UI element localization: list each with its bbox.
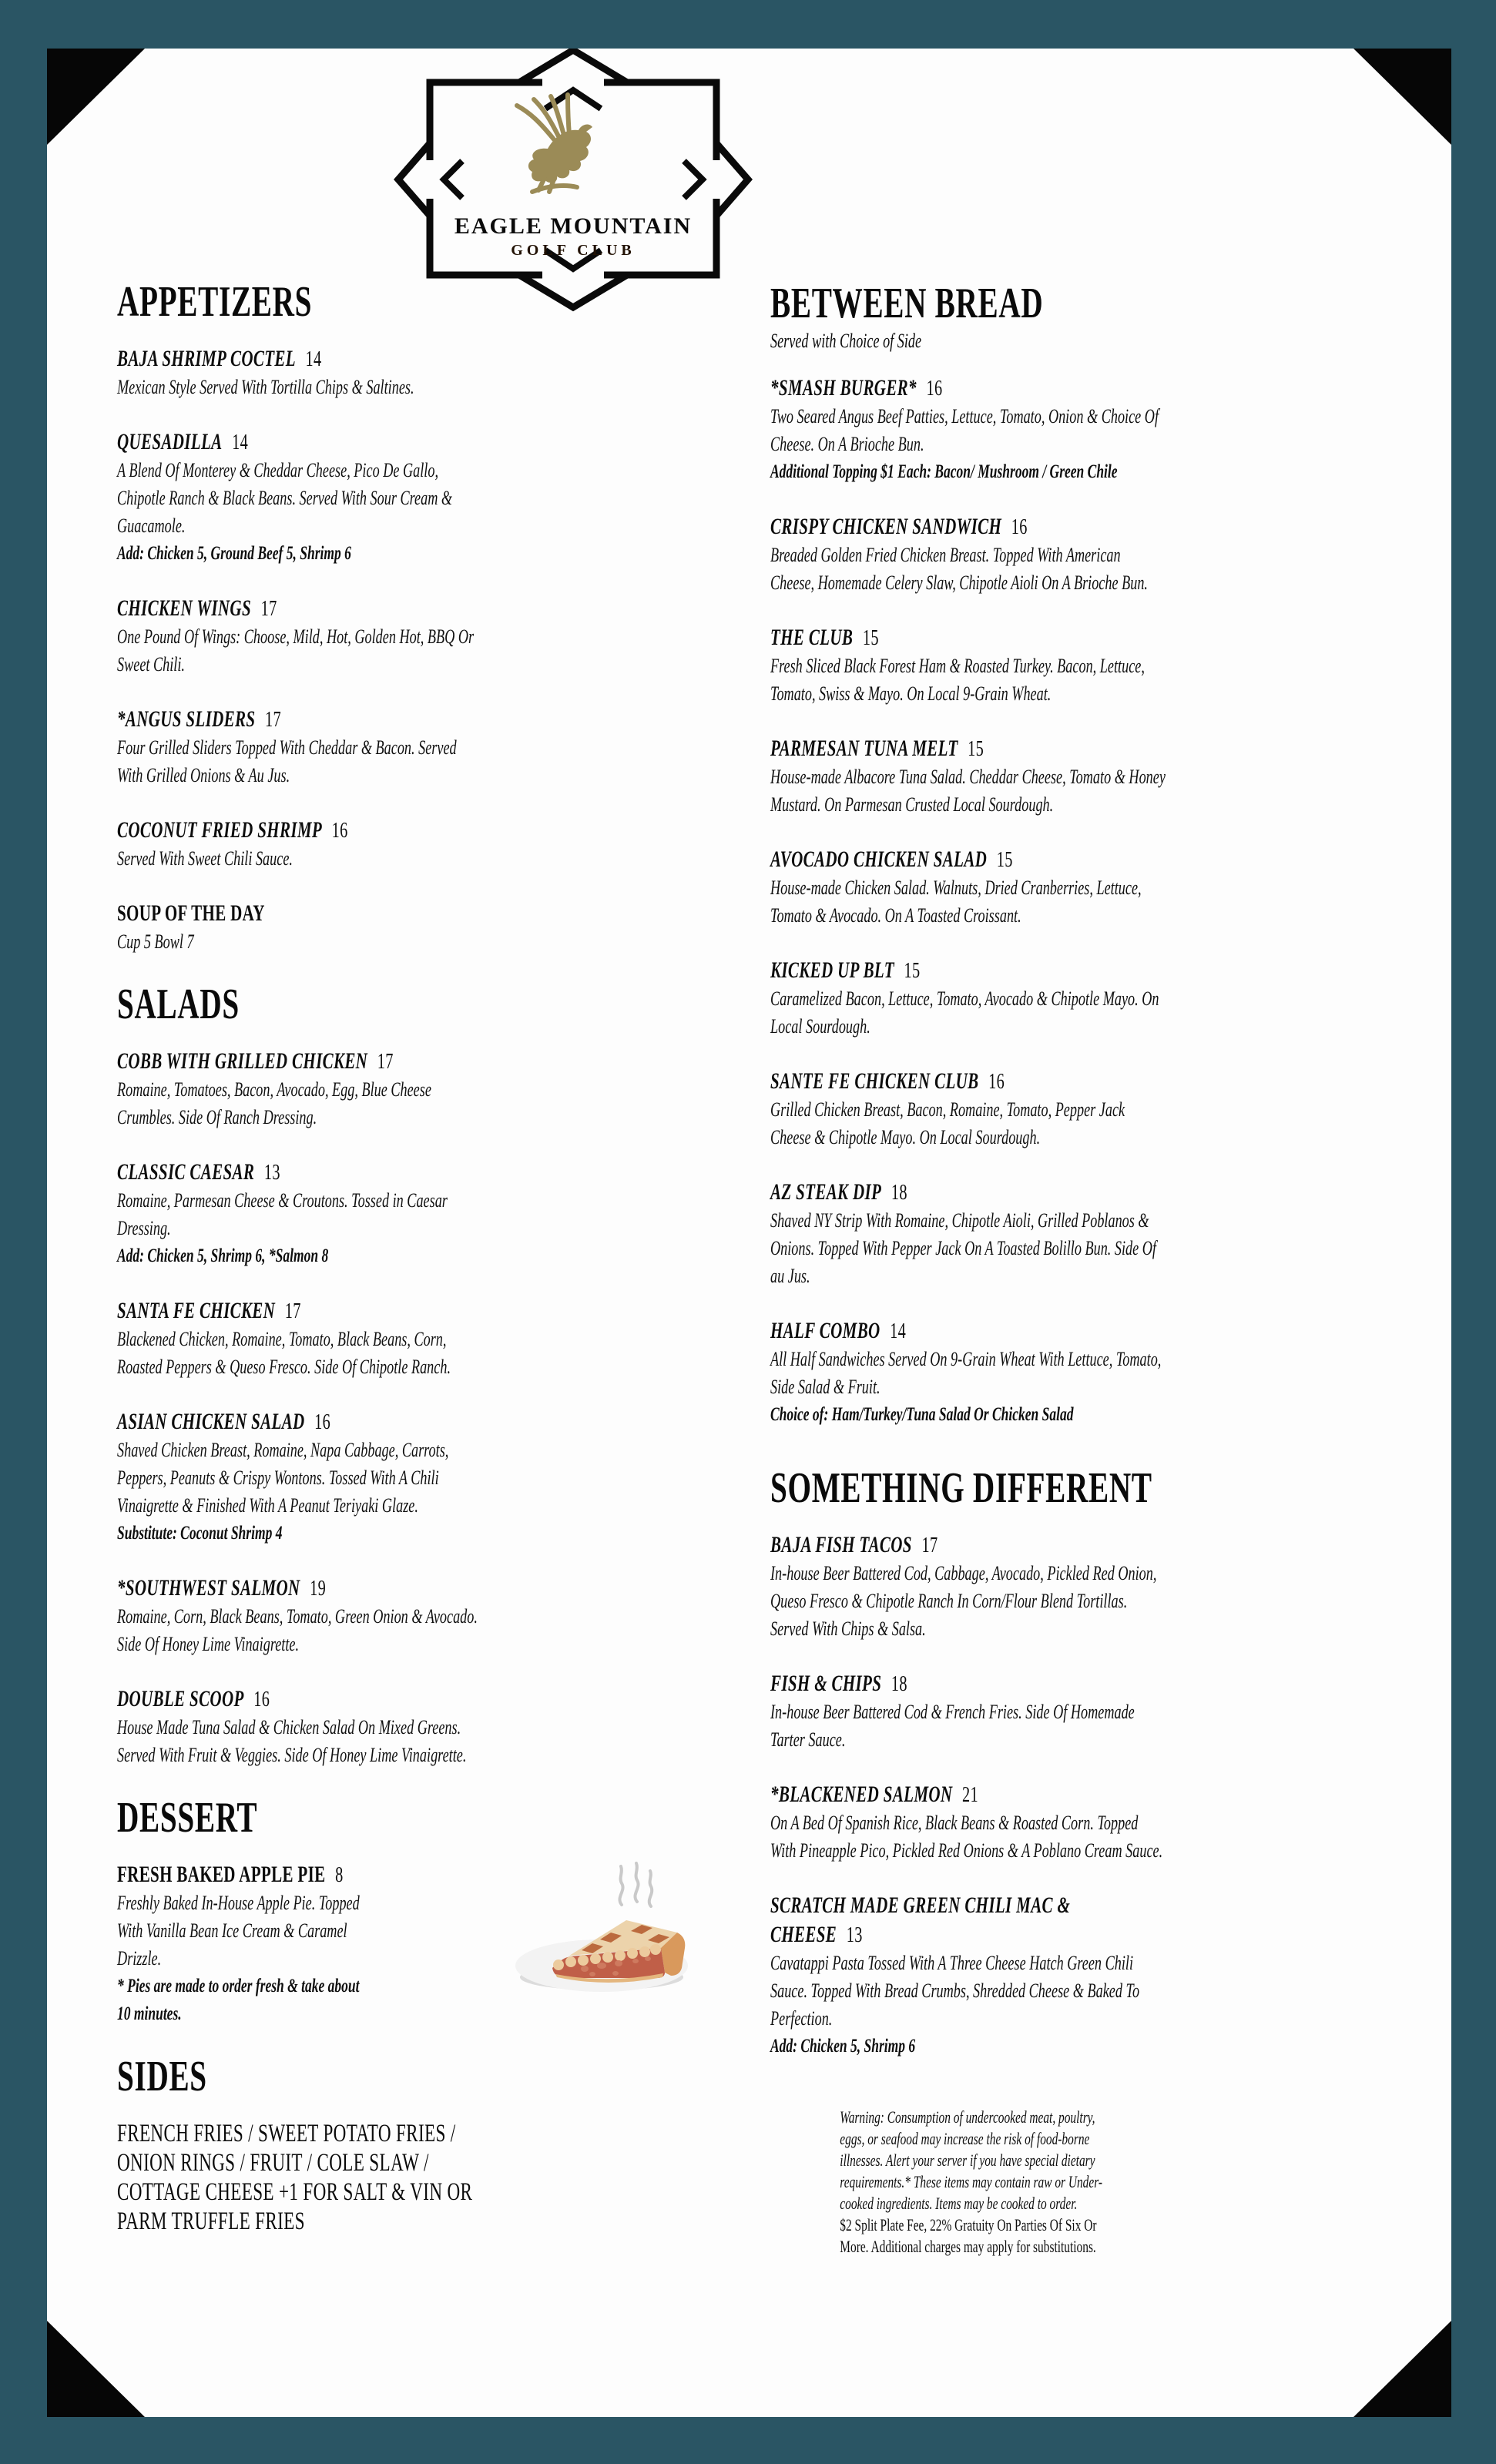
menu-item-baja-fish-tacos <box>770 1530 1166 1643</box>
menu-item-parmesan-tuna-melt <box>770 734 1166 819</box>
menu-item-crispy-chicken-sandwich <box>770 512 1166 597</box>
item-desc: House Made Tuna Salad & Chicken Salad On Mixed Greens. Served With Fruit & Veggies. Side Of Honey Lime Vinaigrette. <box>117 1716 467 1766</box>
menu-item-southwest-salmon <box>117 1574 479 1658</box>
item-price: 19 <box>310 1576 327 1601</box>
item-price: 15 <box>968 736 984 761</box>
item-price: 17 <box>264 707 281 732</box>
item-price: 15 <box>996 847 1013 872</box>
menu-page <box>47 49 1451 2417</box>
menu-item-kicked-up-blt <box>770 956 1166 1041</box>
item-price: 18 <box>891 1180 907 1205</box>
corner-triangle-bottom-left <box>47 2321 145 2417</box>
eagle-icon <box>517 95 592 192</box>
item-name: BAJA FISH TACOS <box>770 1532 912 1557</box>
item-desc: Breaded Golden Fried Chicken Breast. Topped With American Cheese, Homemade Celery Slaw, Chipotle Aioli On A Brioche Bun. <box>770 544 1148 594</box>
item-name: DOUBLE SCOOP <box>117 1686 244 1711</box>
chevron-left-inner-icon <box>444 161 462 198</box>
item-desc: Two Seared Angus Beef Patties, Lettuce, Tomato, Onion & Choice Of Cheese. On A Brioche Bun. <box>770 405 1159 455</box>
item-name: SANTA FE CHICKEN <box>117 1298 276 1323</box>
item-desc: House-made Albacore Tuna Salad. Cheddar Cheese, Tomato & Honey Mustard. On Parmesan Crusted Local Sourdough. <box>770 766 1166 816</box>
item-desc: Served With Sweet Chili Sauce. <box>117 847 293 870</box>
item-price: 8 <box>335 1862 344 1887</box>
item-name: CLASSIC CAESAR <box>117 1159 255 1185</box>
section-title-dessert: DESSERT <box>117 1794 258 1842</box>
item-desc: Grilled Chicken Breast, Bacon, Romaine, Tomato, Pepper Jack Cheese & Chipotle Mayo. On Local Sourdough. <box>770 1098 1125 1148</box>
item-price: 16 <box>988 1069 1005 1094</box>
item-price: 16 <box>1011 515 1028 539</box>
item-desc: A Blend Of Monterey & Cheddar Cheese, Pico De Gallo, Chipotle Ranch & Black Beans. Served With Sour Cream & Guacamole. <box>117 459 453 537</box>
item-desc: Shaved Chicken Breast, Romaine, Napa Cabbage, Carrots, Peppers, Peanuts & Crispy Wontons. Tossed With A Chili Vinaigrette & Finished With A Peanut Teriyaki Glaze. <box>117 1439 449 1517</box>
item-desc: All Half Sandwiches Served On 9-Grain Wheat With Lettuce, Tomato, Side Salad & Fruit. <box>770 1348 1162 1398</box>
item-name: AVOCADO CHICKEN SALAD <box>770 846 988 872</box>
item-desc: Fresh Sliced Black Forest Ham & Roasted Turkey. Bacon, Lettuce, Tomato, Swiss & Mayo. On Local 9-Grain Wheat. <box>770 655 1145 705</box>
menu-item-cobb <box>117 1047 479 1131</box>
item-price: 14 <box>305 347 322 371</box>
item-price: 15 <box>904 958 921 983</box>
item-note: * Pies are made to order fresh & take about 10 minutes. <box>117 1976 360 2024</box>
item-name: THE CLUB <box>770 625 854 650</box>
item-desc: Romaine, Tomatoes, Bacon, Avocado, Egg, Blue Cheese Crumbles. Side Of Ranch Dressing. <box>117 1078 431 1128</box>
menu-item-fish-and-chips <box>770 1669 1166 1754</box>
corner-triangle-top-right <box>1353 49 1451 145</box>
apple-pie-illustration <box>508 1860 700 1995</box>
item-desc: Cavatappi Pasta Tossed With A Three Cheese Hatch Green Chili Sauce. Topped With Bread Crumbs, Shredded Cheese & Baked To Perfection. <box>770 1952 1140 2030</box>
item-name: SOUP OF THE DAY <box>117 900 265 926</box>
item-name: *SMASH BURGER* <box>770 375 917 401</box>
item-price: 17 <box>284 1299 301 1323</box>
item-name: SANTE FE CHICKEN CLUB <box>770 1068 979 1094</box>
logo-subname: GOLF CLUB <box>511 242 636 259</box>
item-price: 16 <box>253 1687 270 1711</box>
menu-item-asian-chicken-salad <box>117 1407 479 1547</box>
item-desc: On A Bed Of Spanish Rice, Black Beans & Roasted Corn. Topped With Pineapple Pico, Pickled Red Onions & A Poblano Cream Sauce. <box>770 1812 1163 1862</box>
item-desc: One Pound Of Wings: Choose, Mild, Hot, Golden Hot, BBQ Or Sweet Chili. <box>117 625 475 676</box>
section-subtitle: Served with Choice of Side <box>770 330 922 352</box>
item-name: SCRATCH MADE GREEN CHILI MAC & CHEESE <box>770 1892 1071 1947</box>
item-name: ASIAN CHICKEN SALAD <box>117 1409 305 1434</box>
menu-item-blackened-salmon <box>770 1780 1166 1865</box>
item-name: CRISPY CHICKEN SANDWICH <box>770 514 1002 539</box>
item-name: FISH & CHIPS <box>770 1671 882 1696</box>
item-price: 15 <box>862 625 879 650</box>
item-name: BAJA SHRIMP COCTEL <box>117 346 296 371</box>
corner-triangle-bottom-right <box>1353 2321 1451 2417</box>
item-name: *SOUTHWEST SALMON <box>117 1575 300 1601</box>
corner-triangle-top-left <box>47 49 145 145</box>
item-desc: Four Grilled Sliders Topped With Cheddar & Bacon. Served With Grilled Onions & Au Jus. <box>117 736 457 786</box>
footer-warning <box>840 2107 1109 2258</box>
item-price: 16 <box>926 376 943 401</box>
item-price: 18 <box>891 1671 907 1696</box>
menu-item-baja-shrimp-coctel <box>117 344 479 401</box>
menu-item-santa-fe-chicken <box>117 1296 479 1381</box>
item-desc: Blackened Chicken, Romaine, Tomato, Black Beans, Corn, Roasted Peppers & Queso Fresco. Side Of Chipotle Ranch. <box>117 1328 451 1378</box>
item-desc: Freshly Baked In-House Apple Pie. Topped With Vanilla Bean Ice Cream & Caramel Drizzle. <box>117 1892 360 1970</box>
menu-item-half-combo <box>770 1316 1166 1429</box>
menu-item-the-club <box>770 623 1166 708</box>
item-name: CHICKEN WINGS <box>117 595 251 621</box>
menu-item-classic-caesar <box>117 1158 479 1270</box>
menu-item-sante-fe-chicken-club <box>770 1067 1166 1152</box>
menu-item-apple-pie <box>117 1860 479 2028</box>
item-price: 17 <box>921 1533 938 1557</box>
item-note: Additional Topping $1 Each: Bacon/ Mushroom / Green Chile <box>770 461 1118 482</box>
chevron-right-inner-icon <box>684 161 703 198</box>
menu-item-coconut-fried-shrimp <box>117 816 479 873</box>
section-title-salads: SALADS <box>117 981 240 1028</box>
column-right <box>770 281 1166 2258</box>
item-price: 13 <box>846 1923 863 1947</box>
item-name: PARMESAN TUNA MELT <box>770 736 958 761</box>
item-price: 17 <box>377 1049 394 1074</box>
item-name: *ANGUS SLIDERS <box>117 706 256 732</box>
item-desc: Romaine, Parmesan Cheese & Croutons. Tossed in Caesar Dressing. <box>117 1189 448 1239</box>
item-note: Substitute: Coconut Shrimp 4 <box>117 1523 283 1544</box>
menu-item-double-scoop <box>117 1685 479 1769</box>
item-desc: Cup 5 Bowl 7 <box>117 930 194 953</box>
item-desc: Shaved NY Strip With Romaine, Chipotle Aioli, Grilled Poblanos & Onions. Topped With Pepper Jack On A Toasted Bolillo Bun. Side Of au Jus. <box>770 1209 1156 1287</box>
menu-item-avocado-chicken-salad <box>770 845 1166 930</box>
item-price: 16 <box>331 818 348 843</box>
item-name: COBB WITH GRILLED CHICKEN <box>117 1048 368 1074</box>
sides-list: FRENCH FRIES / SWEET POTATO FRIES / ONION RINGS / FRUIT / COLE SLAW / COTTAGE CHEESE +1 FOR SALT & VIN OR PARM TRUFFLE FRIES <box>117 2120 473 2235</box>
item-note: Add: Chicken 5, Ground Beef 5, Shrimp 6 <box>117 543 351 564</box>
item-note: Add: Chicken 5, Shrimp 6, *Salmon 8 <box>117 1245 329 1266</box>
item-name: COCONUT FRIED SHRIMP <box>117 817 323 843</box>
item-note: Add: Chicken 5, Shrimp 6 <box>770 2036 916 2057</box>
item-name: KICKED UP BLT <box>770 957 894 983</box>
item-desc: In-house Beer Battered Cod & French Fries. Side Of Homemade Tarter Sauce. <box>770 1701 1135 1751</box>
menu-item-chicken-wings <box>117 594 479 679</box>
menu-item-soup-of-the-day <box>117 899 479 956</box>
section-title-sides: SIDES <box>117 2053 207 2100</box>
item-desc: Romaine, Corn, Black Beans, Tomato, Green Onion & Avocado. Side Of Honey Lime Vinaigrette. <box>117 1605 478 1655</box>
item-note: Choice of: Ham/Turkey/Tuna Salad Or Chicken Salad <box>770 1404 1074 1425</box>
menu-item-angus-sliders <box>117 705 479 789</box>
item-desc: Caramelized Bacon, Lettuce, Tomato, Avocado & Chipotle Mayo. On Local Sourdough. <box>770 987 1159 1038</box>
warning-italic-text: Warning: Consumption of undercooked meat, poultry, eggs, or seafood may increase the risk of food-borne illnesses. Alert your server if you have special dietary requirements.* These items may contain raw or Under-cooked ingredients. Items may be cooked to order. <box>840 2107 1103 2213</box>
warning-fees-text: $2 Split Plate Fee, 22% Gratuity On Parties Of Six Or More. Additional charges may apply for substitutions. <box>840 2215 1097 2256</box>
section-title-appetizers: APPETIZERS <box>117 278 313 326</box>
item-desc: Mexican Style Served With Tortilla Chips & Saltines. <box>117 376 414 398</box>
logo-name: EAGLE MOUNTAIN <box>454 213 693 239</box>
item-name: FRESH BAKED APPLE PIE <box>117 1862 326 1887</box>
item-name: *BLACKENED SALMON <box>770 1782 953 1807</box>
club-logo <box>394 49 756 314</box>
item-desc: House-made Chicken Salad. Walnuts, Dried Cranberries, Lettuce, Tomato & Avocado. On A Toasted Croissant. <box>770 877 1142 927</box>
item-price: 14 <box>232 430 249 454</box>
menu-item-smash-burger <box>770 374 1166 486</box>
item-price: 14 <box>890 1319 907 1343</box>
item-price: 21 <box>962 1782 979 1807</box>
item-price: 16 <box>314 1410 331 1434</box>
item-desc: In-house Beer Battered Cod, Cabbage, Avocado, Pickled Red Onion, Queso Fresco & Chipotle Ranch In Corn/Flour Blend Tortillas. Served With Chips & Salsa. <box>770 1562 1157 1640</box>
steam-icon <box>619 1863 652 1906</box>
column-left <box>117 280 479 2236</box>
menu-item-az-steak-dip <box>770 1178 1166 1290</box>
menu-item-quesadilla <box>117 427 479 568</box>
item-price: 13 <box>263 1160 280 1185</box>
item-name: AZ STEAK DIP <box>770 1179 882 1205</box>
item-name: HALF COMBO <box>770 1318 880 1343</box>
menu-item-green-chili-mac-and-cheese <box>770 1891 1166 2060</box>
item-name: QUESADILLA <box>117 429 223 454</box>
section-title-between-bread: BETWEEN BREAD <box>770 280 1044 327</box>
item-price: 17 <box>260 596 277 621</box>
section-title-something-different: SOMETHING DIFFERENT <box>770 1464 1152 1512</box>
